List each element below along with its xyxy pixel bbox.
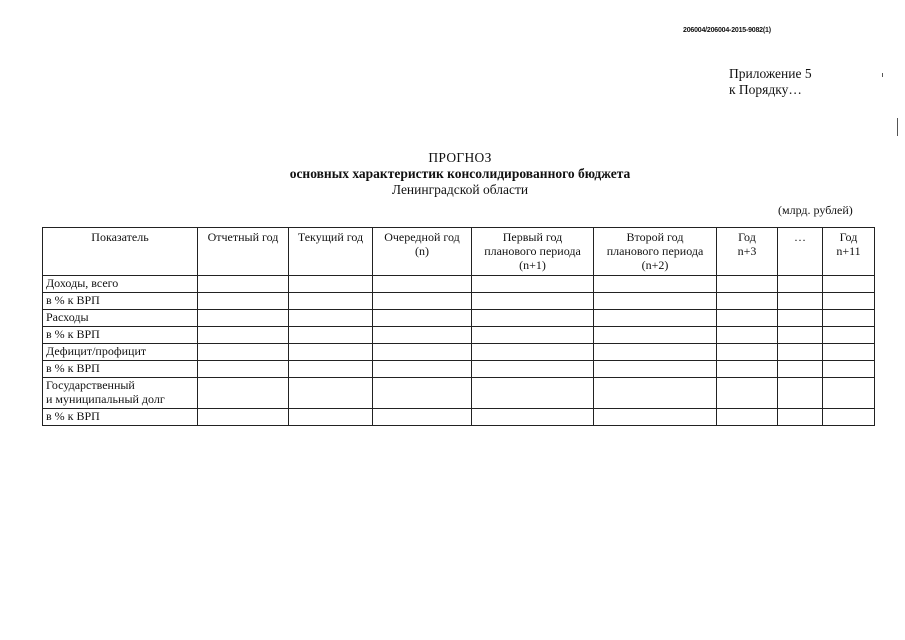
table-cell[interactable]	[472, 409, 594, 426]
document-title	[270, 150, 650, 198]
table-cell[interactable]	[778, 378, 823, 409]
table-cell[interactable]	[717, 327, 778, 344]
table-cell[interactable]	[289, 293, 373, 310]
table-cell[interactable]	[198, 276, 289, 293]
table-cell[interactable]	[717, 409, 778, 426]
table-row	[43, 344, 875, 361]
table-cell[interactable]	[823, 327, 875, 344]
table-cell[interactable]	[594, 293, 717, 310]
table-cell[interactable]	[472, 293, 594, 310]
table-cell[interactable]	[778, 310, 823, 327]
table-cell[interactable]	[373, 293, 472, 310]
table-cell[interactable]	[198, 344, 289, 361]
forecast-table	[42, 227, 875, 426]
table-cell[interactable]	[778, 361, 823, 378]
table-cell[interactable]	[823, 361, 875, 378]
table-row	[43, 378, 875, 409]
table-cell[interactable]	[823, 409, 875, 426]
table-cell[interactable]	[289, 409, 373, 426]
table-cell[interactable]	[778, 276, 823, 293]
table-cell[interactable]	[373, 361, 472, 378]
title-line-2: основных характеристик консолидированного бюджета	[289, 166, 631, 181]
table-cell[interactable]	[289, 361, 373, 378]
table-cell[interactable]	[717, 361, 778, 378]
table-cell[interactable]	[594, 344, 717, 361]
table-cell[interactable]	[823, 293, 875, 310]
title-line-3: Ленинградской области	[391, 182, 529, 197]
table-row	[43, 361, 875, 378]
table-cell[interactable]	[289, 344, 373, 361]
header-reporting-year: Отчетный год	[198, 228, 289, 276]
table-cell[interactable]	[717, 276, 778, 293]
scan-edge-mark	[897, 118, 898, 136]
row-label: в % к ВРП	[43, 293, 198, 310]
table-cell[interactable]	[594, 378, 717, 409]
document-id: 206004/206004-2015-9082(1)	[683, 27, 771, 34]
table-cell[interactable]	[778, 293, 823, 310]
row-label: Расходы	[43, 310, 198, 327]
table-cell[interactable]	[472, 361, 594, 378]
table-cell[interactable]	[198, 327, 289, 344]
header-second-plan-year: Второй год планового периода (n+2)	[594, 228, 717, 276]
header-next-year: Очередной год (n)	[373, 228, 472, 276]
table-cell[interactable]	[823, 378, 875, 409]
header-year-n11: Год n+11	[823, 228, 875, 276]
table-cell[interactable]	[717, 344, 778, 361]
row-label: в % к ВРП	[43, 327, 198, 344]
table-cell[interactable]	[289, 310, 373, 327]
row-label: в % к ВРП	[43, 409, 198, 426]
table-cell[interactable]	[717, 378, 778, 409]
row-label: Дефицит/профицит	[43, 344, 198, 361]
row-label: Доходы, всего	[43, 276, 198, 293]
table-cell[interactable]	[717, 310, 778, 327]
table-cell[interactable]	[373, 276, 472, 293]
table-cell[interactable]	[198, 409, 289, 426]
table-row	[43, 327, 875, 344]
table-cell[interactable]	[198, 293, 289, 310]
table-cell[interactable]	[373, 409, 472, 426]
appendix-line-2: к Порядку…	[729, 82, 802, 97]
table-cell[interactable]	[472, 378, 594, 409]
table-cell[interactable]	[289, 276, 373, 293]
table-cell[interactable]	[823, 344, 875, 361]
table-cell[interactable]	[594, 327, 717, 344]
table-cell[interactable]	[198, 378, 289, 409]
table-row	[43, 310, 875, 327]
table-cell[interactable]	[594, 409, 717, 426]
table-header-row	[43, 228, 875, 276]
table-cell[interactable]	[198, 310, 289, 327]
table-row	[43, 276, 875, 293]
table-cell[interactable]	[373, 378, 472, 409]
table-cell[interactable]	[289, 378, 373, 409]
table-cell[interactable]	[373, 327, 472, 344]
table-cell[interactable]	[373, 310, 472, 327]
table-cell[interactable]	[823, 276, 875, 293]
table-cell[interactable]	[823, 310, 875, 327]
header-year-n3: Год n+3	[717, 228, 778, 276]
table-cell[interactable]	[594, 361, 717, 378]
table-cell[interactable]	[472, 344, 594, 361]
table-cell[interactable]	[594, 276, 717, 293]
table-cell[interactable]	[472, 327, 594, 344]
header-current-year: Текущий год	[289, 228, 373, 276]
row-label: в % к ВРП	[43, 361, 198, 378]
table-cell[interactable]	[778, 344, 823, 361]
scan-edge-mark	[882, 73, 883, 77]
header-ellipsis: …	[778, 228, 823, 276]
table-cell[interactable]	[472, 310, 594, 327]
table-row	[43, 409, 875, 426]
table-row	[43, 293, 875, 310]
table-cell[interactable]	[198, 361, 289, 378]
appendix-line-1: Приложение 5	[729, 66, 812, 81]
table-cell[interactable]	[717, 293, 778, 310]
table-cell[interactable]	[778, 409, 823, 426]
table-cell[interactable]	[373, 344, 472, 361]
table-cell[interactable]	[472, 276, 594, 293]
header-first-plan-year: Первый год планового периода (n+1)	[472, 228, 594, 276]
appendix-reference	[729, 66, 812, 98]
header-indicator: Показатель	[43, 228, 198, 276]
title-line-1: ПРОГНОЗ	[428, 150, 492, 165]
table-cell[interactable]	[289, 327, 373, 344]
row-label: Государственный и муниципальный долг	[43, 378, 198, 409]
table-cell[interactable]	[778, 327, 823, 344]
units-label: (млрд. рублей)	[778, 203, 853, 217]
table-cell[interactable]	[594, 310, 717, 327]
